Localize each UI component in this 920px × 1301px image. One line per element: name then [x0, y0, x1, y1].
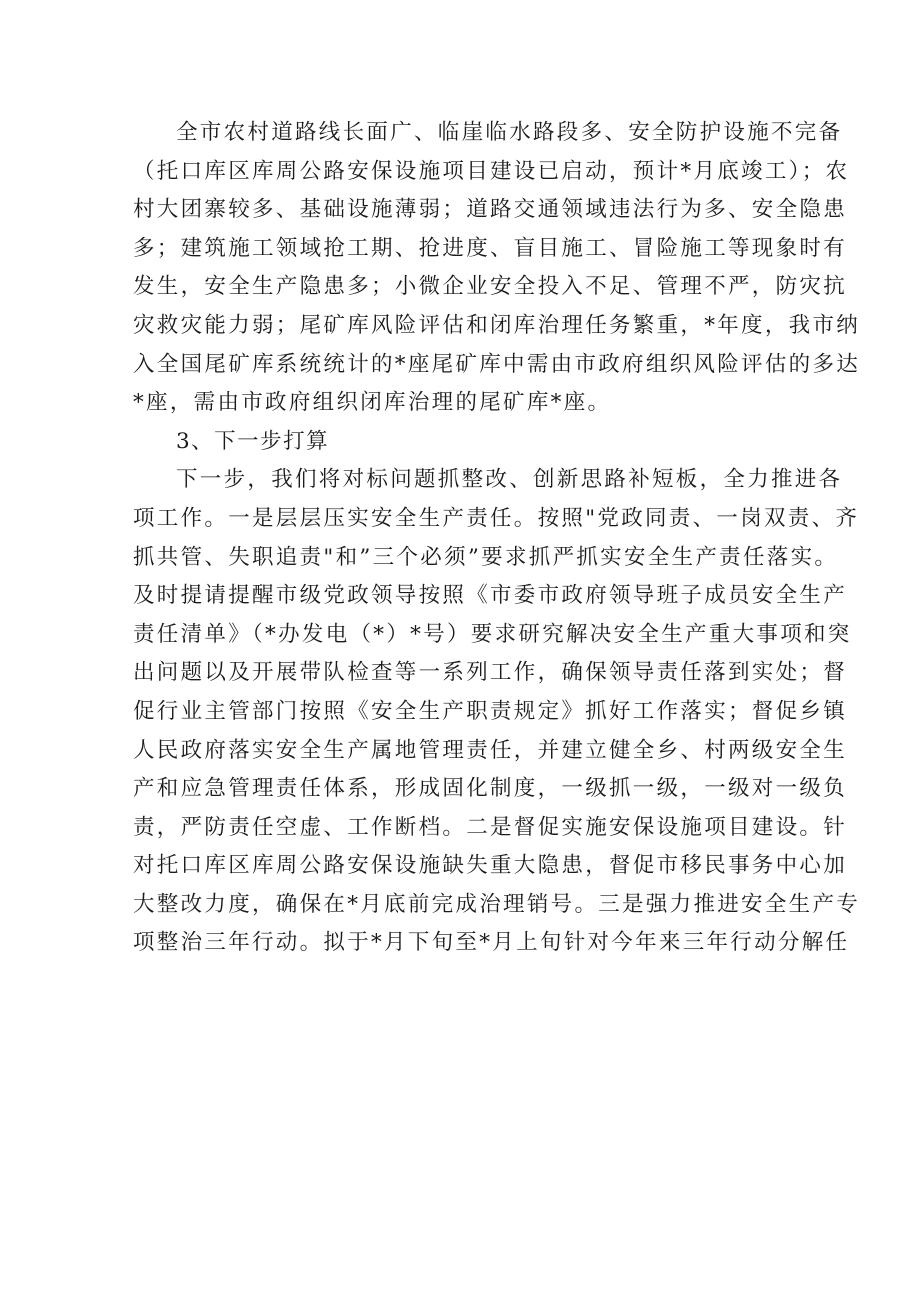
text-line: 发生，安全生产隐患多；小微企业安全投入不足、管理不严，防灾抗: [133, 274, 848, 300]
text-line: 责，严防责任空虚、工作断档。二是督促实施安保设施项目建设。针: [133, 814, 848, 840]
text-line: 责任清单》（*办发电（*）*号）要求研究解决安全生产重大事项和突: [133, 621, 852, 647]
paragraph-next-steps: [133, 461, 861, 963]
text-line: 人民政府落实安全生产属地管理责任，并建立健全乡、村两级安全生: [133, 737, 848, 763]
section-heading: 3、下一步打算: [176, 428, 330, 454]
text-line: （托口库区库周公路安保设施项目建设已启动，预计*月底竣工）；农: [133, 158, 850, 184]
text-line: 项工作。一是层层压实安全生产责任。按照"党政同责、一岗双责、齐: [133, 505, 860, 531]
text-line: 村大团寨较多、基础设施薄弱；道路交通领域违法行为多、安全隐患: [133, 197, 848, 223]
text-line: *座，需由市政府组织闭库治理的尾矿库*座。: [133, 390, 612, 416]
document-body: [133, 114, 861, 963]
text-line: 入全国尾矿库系统统计的*座尾矿库中需由市政府组织风险评估的多达: [133, 351, 861, 377]
text-line: 对托口库区库周公路安保设施缺失重大隐患，督促市移民事务中心加: [133, 853, 848, 879]
text-line: 促行业主管部门按照《安全生产职责规定》抓好工作落实；督促乡镇: [133, 698, 848, 724]
text-line: 下一步，我们将对标问题抓整改、创新思路补短板，全力推进各: [176, 467, 843, 493]
text-line: 出问题以及开展带队检查等一系列工作，确保领导责任落到实处；督: [133, 660, 848, 686]
text-line: 及时提请提醒市级党政领导按照《市委市政府领导班子成员安全生产: [133, 583, 848, 609]
text-line: 产和应急管理责任体系，形成固化制度，一级抓一级，一级对一级负: [133, 776, 848, 802]
text-line: 全市农村道路线长面广、临崖临水路段多、安全防护设施不完备: [176, 120, 843, 145]
text-line: 多；建筑施工领域抢工期、抢进度、盲目施工、冒险施工等现象时有: [133, 235, 848, 261]
text-line: 大整改力度，确保在*月底前完成治理销号。三是强力推进安全生产专: [133, 891, 861, 917]
text-line: 项整治三年行动。拟于*月下旬至*月上旬针对今年来三年行动分解任: [133, 930, 850, 956]
text-line: 抓共管、失职追责"和”三个必须”要求抓严抓实安全生产责任落实。: [133, 544, 839, 570]
paragraph-risks: [133, 114, 861, 423]
text-line: 灾救灾能力弱；尾矿库风险评估和闭库治理任务繁重，*年度，我市纳: [133, 312, 861, 338]
